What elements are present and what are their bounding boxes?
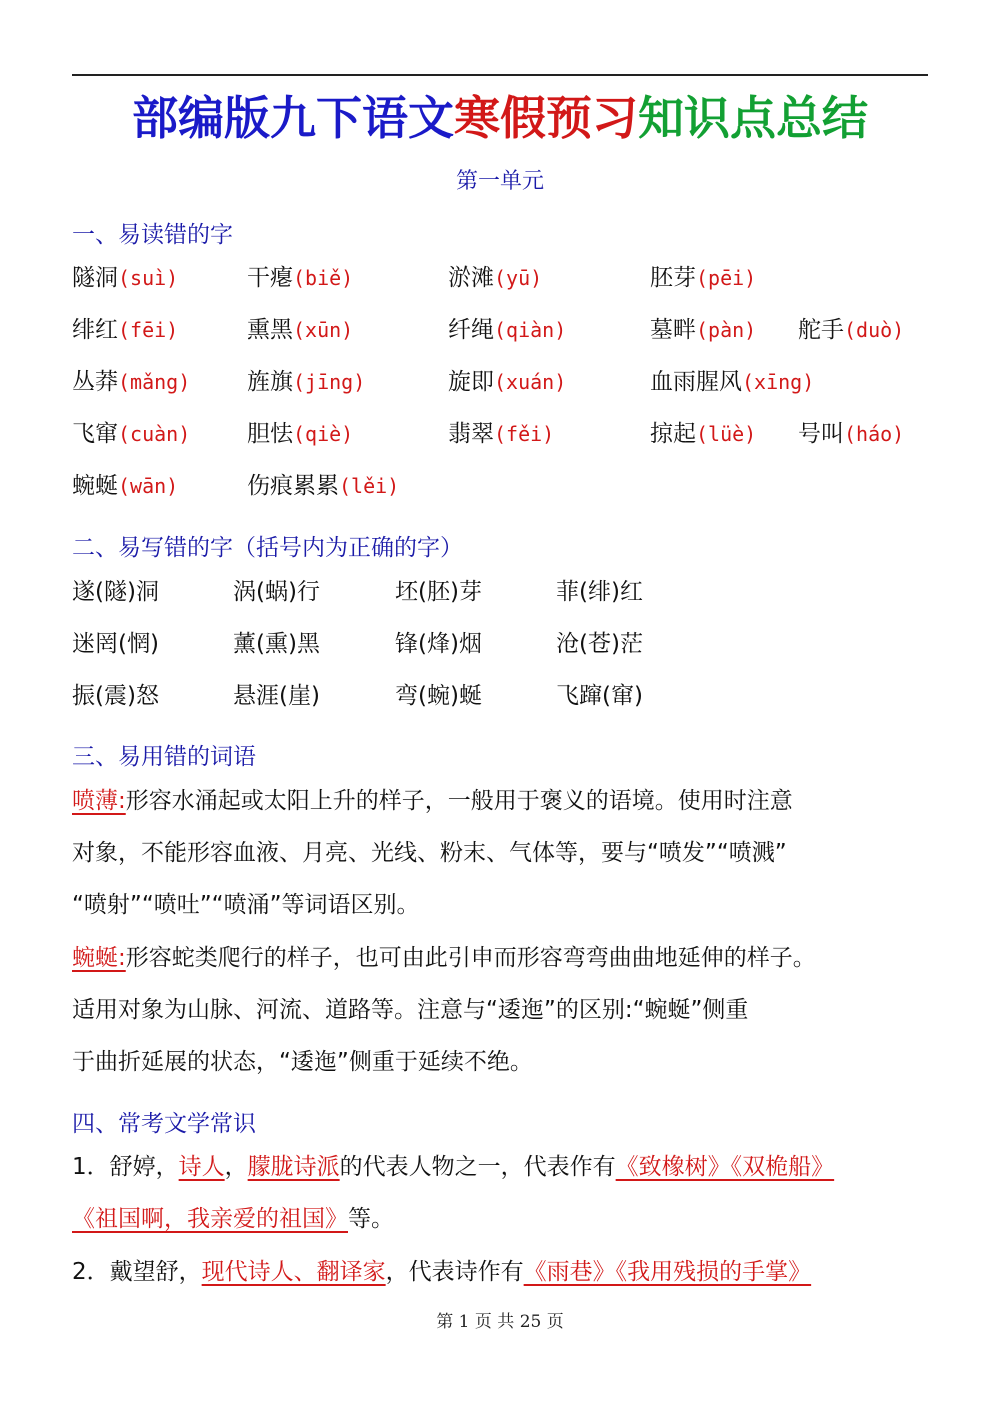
item2-text-a: 戴望舒， xyxy=(109,1259,202,1285)
reading-pinyin: (háo) xyxy=(844,422,905,446)
section2-row xyxy=(0,678,1000,714)
entry-wanyan-line2: 适用对象为山脉、河流、道路等。注意与“逶迤”的区别:“蜿蜒”侧重 xyxy=(72,997,749,1023)
item1-text-d: 等。 xyxy=(348,1206,394,1232)
reading-pinyin: (xīng) xyxy=(742,370,815,394)
section2-row xyxy=(0,574,1000,610)
reading-item xyxy=(72,468,178,504)
literature-item-1 xyxy=(72,1141,932,1245)
reading-item xyxy=(247,468,399,504)
writing-item: 锋(烽)烟 xyxy=(395,631,482,657)
reading-item xyxy=(72,260,178,296)
section1-row xyxy=(0,416,1000,452)
reading-word: 胆怯 xyxy=(247,421,293,447)
reading-pinyin: (wān) xyxy=(118,474,179,498)
reading-pinyin: (xūn) xyxy=(293,318,354,342)
reading-item xyxy=(650,260,756,296)
entry-wanyan-key: 蜿蜒: xyxy=(72,945,126,971)
item2-highlight-1: 现代诗人、翻译家 xyxy=(201,1259,386,1285)
item1-text-a: 舒婷， xyxy=(109,1154,179,1180)
writing-item: 飞蹿(窜) xyxy=(556,683,643,709)
reading-pinyin: (cuàn) xyxy=(118,422,191,446)
reading-item xyxy=(448,364,566,400)
reading-pinyin: (jīng) xyxy=(293,370,366,394)
writing-item: 坯(胚)芽 xyxy=(395,579,482,605)
writing-item: 遂(隧)洞 xyxy=(72,579,159,605)
reading-item xyxy=(247,416,353,452)
reading-pinyin: (fěi) xyxy=(494,422,555,446)
reading-word: 飞窜 xyxy=(72,421,118,447)
section1-row xyxy=(0,312,1000,348)
item2-text-b: ，代表诗作有 xyxy=(385,1259,524,1285)
entry-penbo xyxy=(72,775,932,931)
entry-penbo-line3: “喷射”“喷吐”“喷涌”等词语区别。 xyxy=(72,892,420,918)
reading-pinyin: (fēi) xyxy=(118,318,179,342)
reading-word: 淤滩 xyxy=(448,265,494,291)
entry-penbo-line1: 形容水涌起或太阳上升的样子，一般用于褒义的语境。使用时注意 xyxy=(125,788,793,814)
reading-item xyxy=(247,260,353,296)
entry-wanyan xyxy=(72,932,932,1088)
reading-word: 翡翠 xyxy=(448,421,494,447)
reading-word: 掠起 xyxy=(650,421,696,447)
reading-pinyin: (qiàn) xyxy=(494,318,567,342)
reading-item xyxy=(448,416,554,452)
reading-word: 丛莽 xyxy=(72,369,118,395)
writing-item: 迷罔(惘) xyxy=(72,631,159,657)
reading-word: 舵手 xyxy=(798,317,844,343)
item1-highlight-3: 《致橡树》《双桅船》 xyxy=(615,1154,835,1180)
reading-word: 胚芽 xyxy=(650,265,696,291)
section1-row xyxy=(0,364,1000,400)
section1-heading: 一、易读错的字 xyxy=(72,222,233,248)
reading-word: 熏黑 xyxy=(247,317,293,343)
reading-word: 蜿蜒 xyxy=(72,473,118,499)
title-part-2: 寒假预习 xyxy=(454,91,638,145)
item1-text-c: 的代表人物之一，代表作有 xyxy=(339,1154,616,1180)
reading-item xyxy=(72,364,190,400)
reading-item xyxy=(72,312,178,348)
reading-pinyin: (suì) xyxy=(118,266,179,290)
reading-word: 血雨腥风 xyxy=(650,369,742,395)
reading-pinyin: (qiè) xyxy=(293,422,354,446)
entry-penbo-key: 喷薄: xyxy=(72,788,126,814)
reading-word: 旋即 xyxy=(448,369,494,395)
literature-item-2 xyxy=(72,1246,932,1298)
section3-heading: 三、易用错的词语 xyxy=(72,744,256,770)
item1-highlight-1: 诗人 xyxy=(178,1154,225,1180)
reading-pinyin: (mǎng) xyxy=(118,370,191,394)
reading-word: 墓畔 xyxy=(650,317,696,343)
writing-item: 弯(蜿)蜒 xyxy=(395,683,482,709)
reading-word: 纤绳 xyxy=(448,317,494,343)
item1-highlight-2: 朦胧诗派 xyxy=(247,1154,340,1180)
title-part-1: 部编版九下语文 xyxy=(132,91,454,145)
reading-word: 隧洞 xyxy=(72,265,118,291)
writing-item: 薰(熏)黑 xyxy=(233,631,320,657)
reading-word: 伤痕累累 xyxy=(247,473,339,499)
section1-row xyxy=(0,260,1000,296)
page-title xyxy=(0,88,1000,148)
reading-pinyin: (pàn) xyxy=(696,318,757,342)
reading-pinyin: (duò) xyxy=(844,318,905,342)
reading-pinyin: (lüè) xyxy=(696,422,757,446)
reading-item xyxy=(650,364,814,400)
reading-pinyin: (yū) xyxy=(494,266,543,290)
reading-word: 绯红 xyxy=(72,317,118,343)
reading-item xyxy=(798,416,904,452)
writing-item: 菲(绯)红 xyxy=(556,579,643,605)
entry-penbo-line2: 对象，不能形容血液、月亮、光线、粉末、气体等，要与“喷发”“喷溅” xyxy=(72,840,787,866)
reading-item xyxy=(72,416,190,452)
reading-item xyxy=(247,364,365,400)
reading-word: 旌旗 xyxy=(247,369,293,395)
section2-row xyxy=(0,626,1000,662)
reading-item xyxy=(247,312,353,348)
reading-item xyxy=(448,260,542,296)
item1-highlight-4: 《祖国啊，我亲爱的祖国》 xyxy=(72,1206,348,1232)
title-part-3: 知识点总结 xyxy=(638,91,868,145)
reading-item xyxy=(650,416,756,452)
entry-wanyan-line3: 于曲折延展的状态，“逶迤”侧重于延续不绝。 xyxy=(72,1049,533,1075)
reading-pinyin: (pēi) xyxy=(696,266,757,290)
item1-number: 1． xyxy=(72,1154,110,1180)
section2-heading: 二、易写错的字（括号内为正确的字） xyxy=(72,535,463,561)
reading-word: 干瘪 xyxy=(247,265,293,291)
item2-highlight-2: 《雨巷》《我用残损的手掌》 xyxy=(523,1259,812,1285)
reading-item xyxy=(650,312,756,348)
section4-heading: 四、常考文学常识 xyxy=(72,1111,256,1137)
item1-text-b: ， xyxy=(224,1154,248,1180)
writing-item: 悬涯(崖) xyxy=(233,683,320,709)
reading-item xyxy=(798,312,904,348)
page-footer: 第 1 页 共 25 页 xyxy=(436,1312,564,1332)
unit-heading: 第一单元 xyxy=(455,169,544,194)
reading-pinyin: (xuán) xyxy=(494,370,567,394)
reading-pinyin: (biě) xyxy=(293,266,354,290)
reading-item xyxy=(448,312,566,348)
writing-item: 振(震)怒 xyxy=(72,683,159,709)
item2-number: 2． xyxy=(72,1259,110,1285)
reading-word: 号叫 xyxy=(798,421,844,447)
top-rule xyxy=(72,74,928,76)
entry-wanyan-line1: 形容蛇类爬行的样子，也可由此引申而形容弯弯曲曲地延伸的样子。 xyxy=(125,945,816,971)
writing-item: 沧(苍)茫 xyxy=(556,631,643,657)
writing-item: 涡(蜗)行 xyxy=(233,579,320,605)
reading-pinyin: (lěi) xyxy=(339,474,400,498)
section1-row xyxy=(0,468,1000,504)
